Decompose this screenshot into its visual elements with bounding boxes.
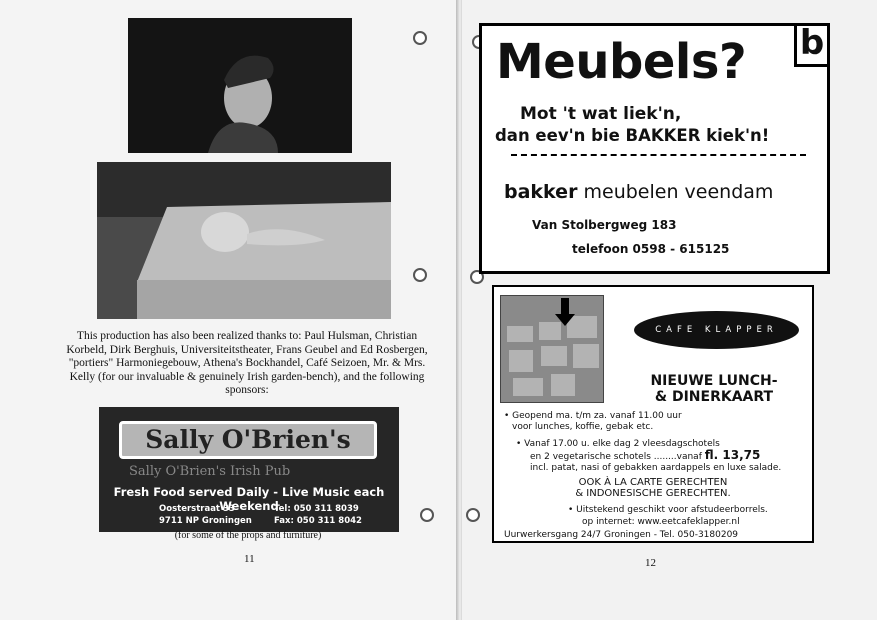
sally-phone: Tel: 050 311 8039 Fax: 050 311 8042: [274, 504, 362, 526]
binder-hole: [420, 508, 434, 522]
klapper-website: op internet: www.eetcafeklapper.nl: [582, 517, 740, 527]
dashed-divider: [511, 154, 806, 156]
klapper-daily-menu: • Vanaf 17.00 u. elke dag 2 vleesdagschotels en 2 vegetarische schotels ........vanaf fl. 13,75 incl. patat, nasi of gebakken aardappels en luxe salade.: [516, 439, 782, 473]
bakker-phone: telefoon 0598 - 615125: [572, 242, 730, 256]
klapper-address: Uurwerkersgang 24/7 Groningen - Tel. 050-3180209: [504, 530, 739, 540]
meubels-headline: Meubels?: [496, 34, 747, 90]
binder-hole: [413, 268, 427, 282]
street-map: [500, 295, 604, 403]
klapper-opening-hours: • Geopend ma. t/m za. vanaf 11.00 uur voor lunches, koffie, gebak etc.: [504, 411, 682, 432]
page-number-right: 12: [645, 557, 656, 569]
sally-tagline: Fresh Food served Daily - Live Music each Weekend: [113, 485, 385, 513]
sally-address: Oosterstraat 33 9711 NP Groningen: [159, 504, 252, 526]
klapper-heading-2: & DINERKAART: [654, 389, 774, 405]
sally-subline: Sally O'Brien's Irish Pub: [129, 464, 291, 479]
page-number-left: 11: [244, 553, 255, 565]
cafe-klapper-logo: CAFE KLAPPER: [634, 311, 799, 349]
binder-hole: [413, 31, 427, 45]
sally-obriens-ad: [99, 407, 399, 532]
sponsor-credits-text: This production has also been realized thanks to: Paul Hulsman, Christian Korbeld, Dirk Berghuis, Universiteitstheater, Frans Geubel and Ed Rosbergen, "portiers" Harmoniegebouw, Athena's Bockhandel, Café Seizoen, Mr. & Mrs. Kelly (for our invaluable & genuinely Irish garden-bench), and the following sponsors:: [66, 330, 428, 396]
bakker-brand: bakker meubelen veendam: [504, 181, 774, 203]
klapper-carte: OOK À LA CARTE GERECHTEN & INDONESISCHE GERECHTEN.: [575, 477, 731, 499]
binder-hole: [466, 508, 480, 522]
cafe-klapper-ad: [492, 285, 814, 543]
photo-table-with-bread: [97, 162, 391, 319]
bakker-logo: b: [794, 23, 830, 67]
bakker-address: Van Stolbergweg 183: [532, 218, 677, 232]
bakker-meubelen-ad: [479, 23, 830, 274]
sally-obriens-logo: Sally O'Brien's: [119, 421, 377, 459]
klapper-borrels: • Uitstekend geschikt voor afstudeerborrels.: [568, 505, 768, 515]
klapper-heading-1: NIEUWE LUNCH-: [650, 373, 778, 389]
meubels-slogan-1: Mot 't wat liek'n,: [520, 104, 682, 124]
photo-woman-profile: [128, 18, 352, 153]
meubels-slogan-2: dan eev'n bie BAKKER kiek'n!: [495, 126, 770, 145]
sponsor-caption: (for some of the props and furniture): [174, 530, 322, 541]
